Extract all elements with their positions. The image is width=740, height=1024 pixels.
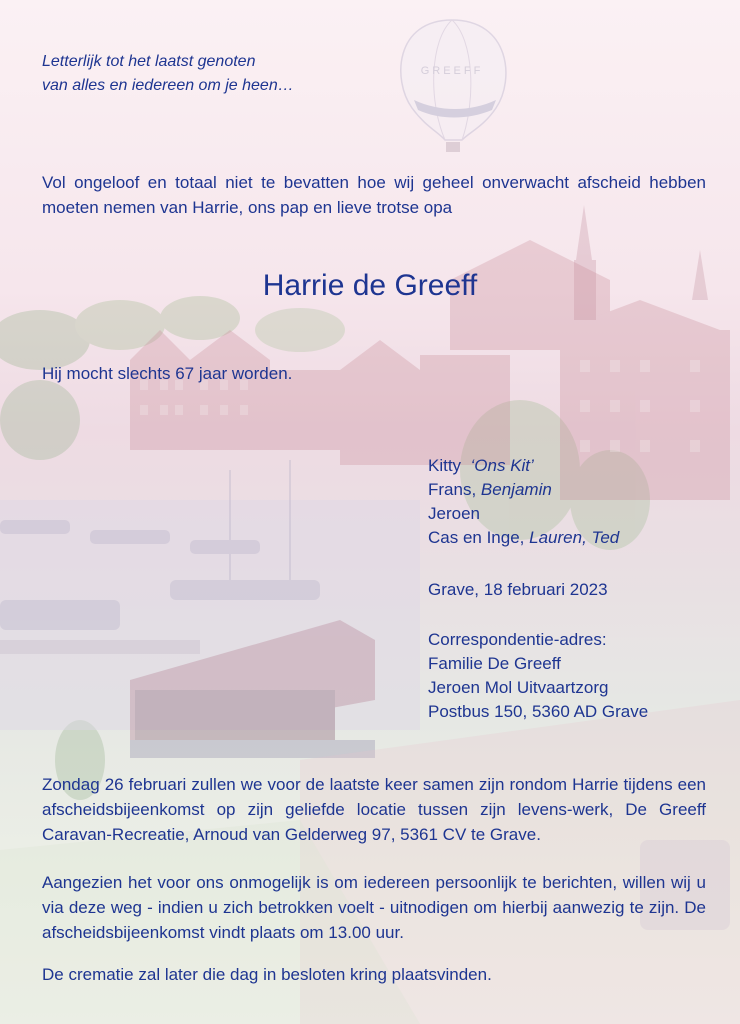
family-name: Jeroen xyxy=(428,504,480,523)
motto-quote xyxy=(42,50,294,98)
family-line xyxy=(428,478,619,502)
cremation-paragraph: De crematie zal later die dag in besloten kring plaatsvinden. xyxy=(42,965,492,984)
motto-line-2: van alles en iedereen om je heen… xyxy=(42,77,294,94)
family-italic: Lauren, Ted xyxy=(529,528,620,547)
family-italic: ‘Ons Kit’ xyxy=(470,456,534,475)
family-line xyxy=(428,454,619,478)
correspondence-line: Jeroen Mol Uitvaartzorg xyxy=(428,678,609,697)
hot-air-balloon-icon xyxy=(401,20,506,152)
family-name: Frans, xyxy=(428,480,477,499)
correspondence-line: Postbus 150, 5360 AD Grave xyxy=(428,702,649,721)
correspondence-address xyxy=(428,628,648,724)
family-name: Cas en Inge, xyxy=(428,528,525,547)
family-line xyxy=(428,526,619,550)
correspondence-heading: Correspondentie-adres: xyxy=(428,630,607,649)
age-line: Hij mocht slechts 67 jaar worden. xyxy=(42,364,293,383)
deceased-name: Harrie de Greeff xyxy=(262,269,478,302)
place-date: Grave, 18 februari 2023 xyxy=(428,580,608,599)
family-italic: Benjamin xyxy=(480,480,552,499)
ceremony-paragraph: Zondag 26 februari zullen we voor de laatste keer samen zijn rondom Harrie tijdens een afscheidsbijeenkomst op zijn geliefde locatie tussen zijn levens-werk, De Greeff Caravan-Recreatie, Arnoud van Gelderweg 97, 5361 CV te Grave. xyxy=(42,775,706,844)
invitation-paragraph: Aangezien het voor ons onmogelijk is om iedereen persoonlijk te berichten, willen wij u via deze weg - indien u zich betrokken voelt - uitnodigen om hierbij aanwezig te zijn. De afscheidsbijeenkomst vindt plaats om 13.00 uur. xyxy=(42,873,706,942)
balloon-text: GREEFF xyxy=(420,65,484,77)
family-name: Kitty xyxy=(428,456,462,475)
intro-paragraph: Vol ongeloof en totaal niet te bevatten hoe wij geheel onverwacht afscheid hebben moeten nemen van Harrie, ons pap en lieve trotse opa xyxy=(42,173,706,217)
correspondence-line: Familie De Greeff xyxy=(428,654,561,673)
family-line xyxy=(428,502,619,526)
motto-line-1: Letterlijk tot het laatst genoten xyxy=(42,53,256,70)
family-list xyxy=(428,454,619,550)
